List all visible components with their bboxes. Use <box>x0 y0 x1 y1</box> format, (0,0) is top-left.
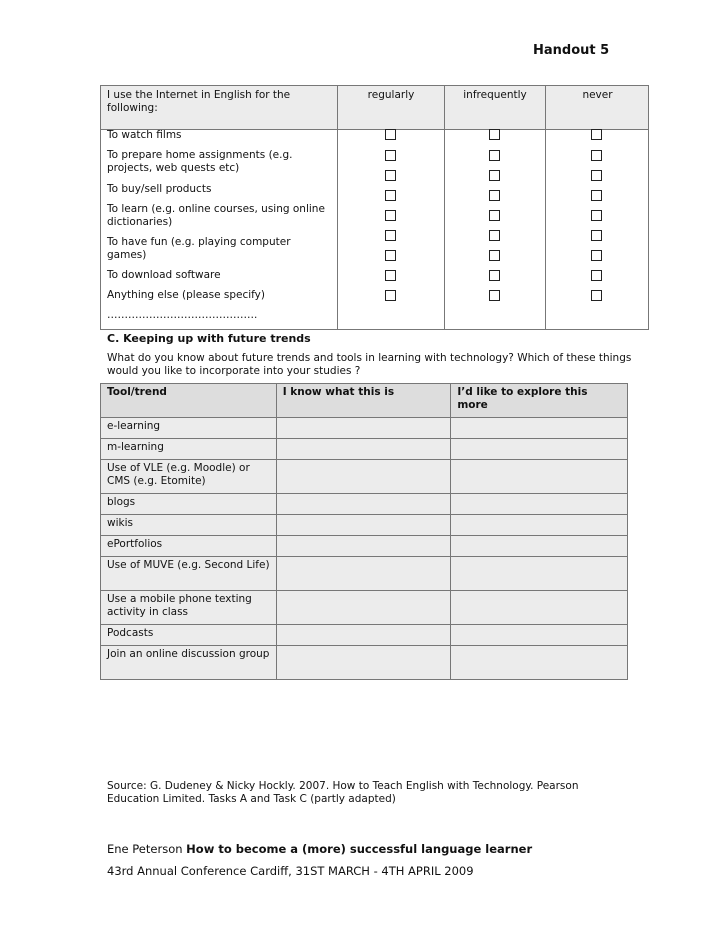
trend-label: Podcasts <box>101 625 277 646</box>
table-row <box>101 439 628 460</box>
trends-table <box>100 383 628 680</box>
author-name: Ene Peterson <box>107 842 183 856</box>
checkbox[interactable] <box>385 190 396 201</box>
know-cell[interactable] <box>276 557 451 591</box>
trend-label: m-learning <box>101 439 277 460</box>
table-row <box>101 625 628 646</box>
trend-label: e-learning <box>101 418 277 439</box>
explore-cell[interactable] <box>451 418 628 439</box>
header-tool-trend: Tool/trend <box>101 384 277 418</box>
trend-label: Use of VLE (e.g. Moodle) or CMS (e.g. Etomite) <box>101 460 277 494</box>
know-cell[interactable] <box>276 494 451 515</box>
table-row <box>101 494 628 515</box>
footer-author-line <box>107 842 532 856</box>
know-cell[interactable] <box>276 418 451 439</box>
section-c-title: C. Keeping up with future trends <box>107 332 311 345</box>
explore-cell[interactable] <box>451 536 628 557</box>
column-divider <box>545 86 546 329</box>
checkbox[interactable] <box>385 150 396 161</box>
usage-table <box>100 85 649 330</box>
header-explore: I’d like to explore this more <box>451 384 628 418</box>
checkbox[interactable] <box>591 170 602 181</box>
source-citation: Source: G. Dudeney & Nicky Hockly. 2007. How to Teach English with Technology. Pearson Education Limited. Tasks A and Task C (partly adapted) <box>107 780 579 805</box>
explore-cell[interactable] <box>451 646 628 680</box>
checkbox[interactable] <box>385 210 396 221</box>
know-cell[interactable] <box>276 646 451 680</box>
usage-row-homework: To prepare home assignments (e.g. projects, web quests etc) <box>107 149 293 174</box>
column-divider <box>337 86 338 329</box>
usage-row-fun: To have fun (e.g. playing computer games) <box>107 236 291 261</box>
checkbox[interactable] <box>591 210 602 221</box>
explore-cell[interactable] <box>451 460 628 494</box>
know-cell[interactable] <box>276 591 451 625</box>
table-row <box>101 418 628 439</box>
know-cell[interactable] <box>276 439 451 460</box>
usage-row-software: To download software <box>107 269 221 281</box>
checkbox[interactable] <box>591 150 602 161</box>
table-row <box>101 536 628 557</box>
checkbox[interactable] <box>385 170 396 181</box>
explore-cell[interactable] <box>451 591 628 625</box>
checkbox[interactable] <box>385 129 396 140</box>
table-row <box>101 460 628 494</box>
checkbox[interactable] <box>385 250 396 261</box>
trend-label: Join an online discussion group <box>101 646 277 680</box>
checkbox[interactable] <box>489 170 500 181</box>
know-cell[interactable] <box>276 460 451 494</box>
handout-label: Handout 5 <box>533 43 610 58</box>
talk-title: How to become a (more) successful language learner <box>186 842 533 856</box>
usage-row-other: Anything else (please specify) <box>107 289 265 301</box>
section-c-question: What do you know about future trends and tools in learning with technology? Which of these things would you like to incorporate into your studies ? <box>107 352 632 377</box>
checkbox[interactable] <box>489 210 500 221</box>
checkbox[interactable] <box>385 270 396 281</box>
checkbox[interactable] <box>591 190 602 201</box>
table-row <box>101 515 628 536</box>
trend-label: Use a mobile phone texting activity in class <box>101 591 277 625</box>
col-regularly: regularly <box>367 89 415 101</box>
explore-cell[interactable] <box>451 515 628 536</box>
checkbox[interactable] <box>489 270 500 281</box>
table-row <box>101 646 628 680</box>
checkbox[interactable] <box>489 290 500 301</box>
checkbox[interactable] <box>489 250 500 261</box>
explore-cell[interactable] <box>451 439 628 460</box>
trend-label: ePortfolios <box>101 536 277 557</box>
checkbox[interactable] <box>489 230 500 241</box>
trend-label: blogs <box>101 494 277 515</box>
col-infrequently: infrequently <box>463 89 527 101</box>
explore-cell[interactable] <box>451 625 628 646</box>
explore-cell[interactable] <box>451 494 628 515</box>
checkbox[interactable] <box>591 270 602 281</box>
checkbox[interactable] <box>489 150 500 161</box>
checkbox[interactable] <box>591 290 602 301</box>
know-cell[interactable] <box>276 536 451 557</box>
usage-row-learn: To learn (e.g. online courses, using online dictionaries) <box>107 203 325 228</box>
table-row <box>101 591 628 625</box>
checkbox[interactable] <box>489 129 500 140</box>
checkbox[interactable] <box>489 190 500 201</box>
know-cell[interactable] <box>276 625 451 646</box>
checkbox[interactable] <box>385 230 396 241</box>
col-never: never <box>582 89 613 101</box>
usage-row-specify-line: ……………………………………. <box>107 309 258 321</box>
conference-line: 43rd Annual Conference Cardiff, 31ST MARCH - 4TH APRIL 2009 <box>107 864 474 878</box>
trends-table-header <box>101 384 628 418</box>
column-divider <box>444 86 445 329</box>
explore-cell[interactable] <box>451 557 628 591</box>
checkbox[interactable] <box>591 230 602 241</box>
usage-row-films: To watch films <box>107 129 182 141</box>
table-row <box>101 557 628 591</box>
know-cell[interactable] <box>276 515 451 536</box>
header-know: I know what this is <box>276 384 451 418</box>
checkbox[interactable] <box>385 290 396 301</box>
trend-label: Use of MUVE (e.g. Second Life) <box>101 557 277 591</box>
checkbox[interactable] <box>591 129 602 140</box>
usage-row-buy-sell: To buy/sell products <box>107 183 212 195</box>
usage-question: I use the Internet in English for the following: <box>107 89 291 114</box>
trend-label: wikis <box>101 515 277 536</box>
checkbox[interactable] <box>591 250 602 261</box>
